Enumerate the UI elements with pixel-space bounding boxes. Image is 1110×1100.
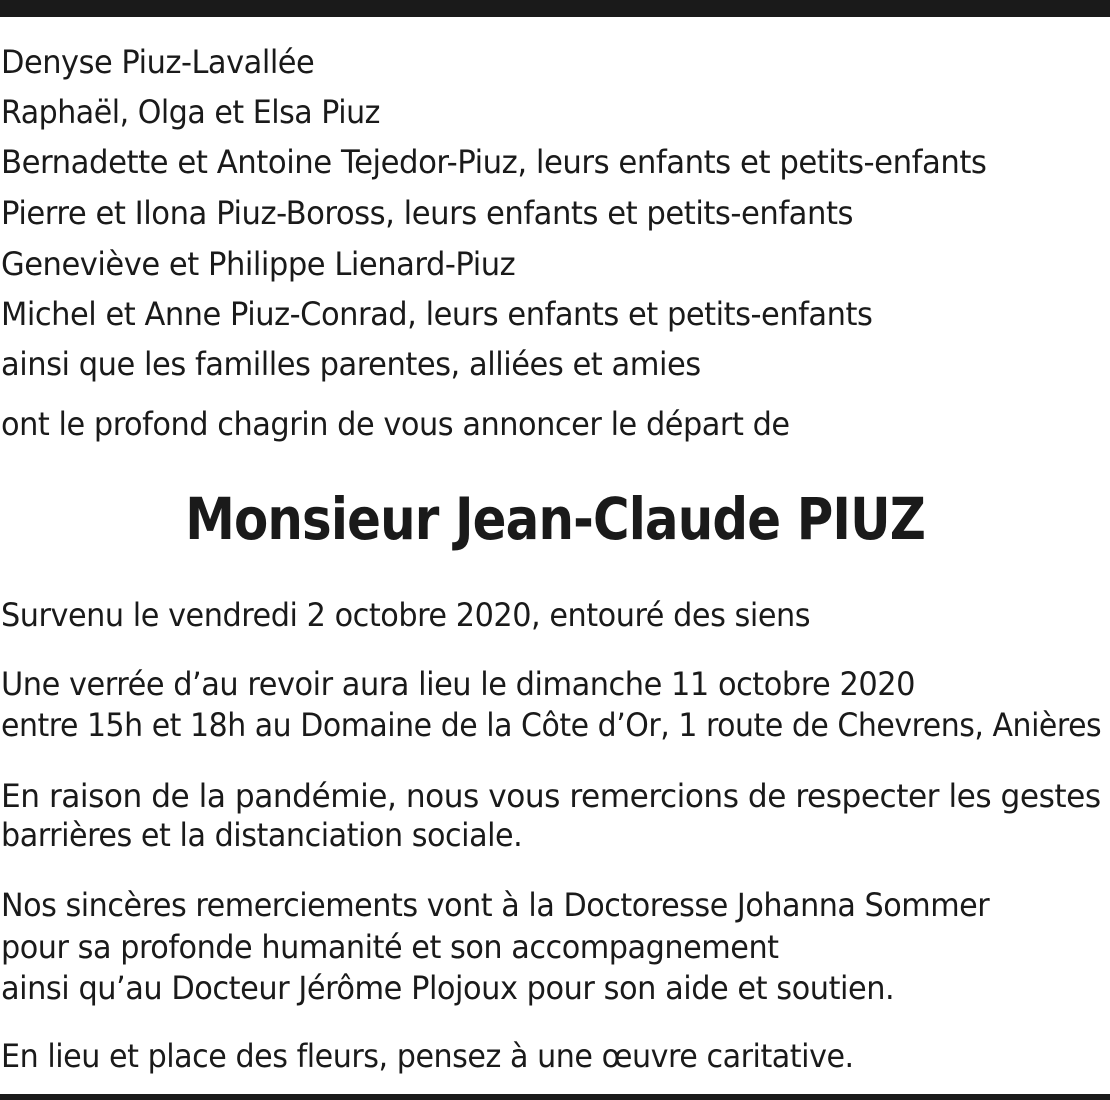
family-line: Michel et Anne Piuz-Conrad, leurs enfants et petits-enfants	[1, 295, 873, 333]
deceased-name-text: Monsieur Jean-Claude PIUZ	[185, 485, 925, 553]
passing-text: Survenu le vendredi 2 octobre 2020, entouré des siens	[1, 596, 811, 634]
farewell-line: entre 15h et 18h au Domaine de la Côte d’Or, 1 route de Chevrens, Anières	[1, 706, 1102, 744]
pandemic-line: En raison de la pandémie, nous vous remercions de respecter les gestes	[1, 777, 1101, 815]
deceased-name	[0, 486, 1110, 552]
bottom-rule	[0, 1094, 1110, 1100]
thanks-line: pour sa profonde humanité et son accompagnement	[1, 928, 779, 966]
flowers-text: En lieu et place des fleurs, pensez à une œuvre caritative.	[1, 1037, 854, 1075]
family-line: ainsi que les familles parentes, alliées et amies	[1, 345, 701, 383]
top-rule	[0, 0, 1110, 17]
family-line: Bernadette et Antoine Tejedor-Piuz, leurs enfants et petits-enfants	[1, 143, 987, 181]
pandemic-line: barrières et la distanciation sociale.	[1, 816, 523, 854]
family-line: Denyse Piuz-Lavallée	[1, 43, 315, 81]
thanks-line: ainsi qu’au Docteur Jérôme Plojoux pour son aide et soutien.	[1, 969, 895, 1007]
family-line: Pierre et Ilona Piuz-Boross, leurs enfants et petits-enfants	[1, 194, 853, 232]
farewell-line: Une verrée d’au revoir aura lieu le dimanche 11 octobre 2020	[1, 665, 915, 703]
family-line: Raphaël, Olga et Elsa Piuz	[1, 93, 380, 131]
announcement-text: ont le profond chagrin de vous annoncer le départ de	[1, 405, 790, 443]
thanks-line: Nos sincères remerciements vont à la Doctoresse Johanna Sommer	[1, 886, 990, 924]
family-line: Geneviève et Philippe Lienard-Piuz	[1, 245, 516, 283]
